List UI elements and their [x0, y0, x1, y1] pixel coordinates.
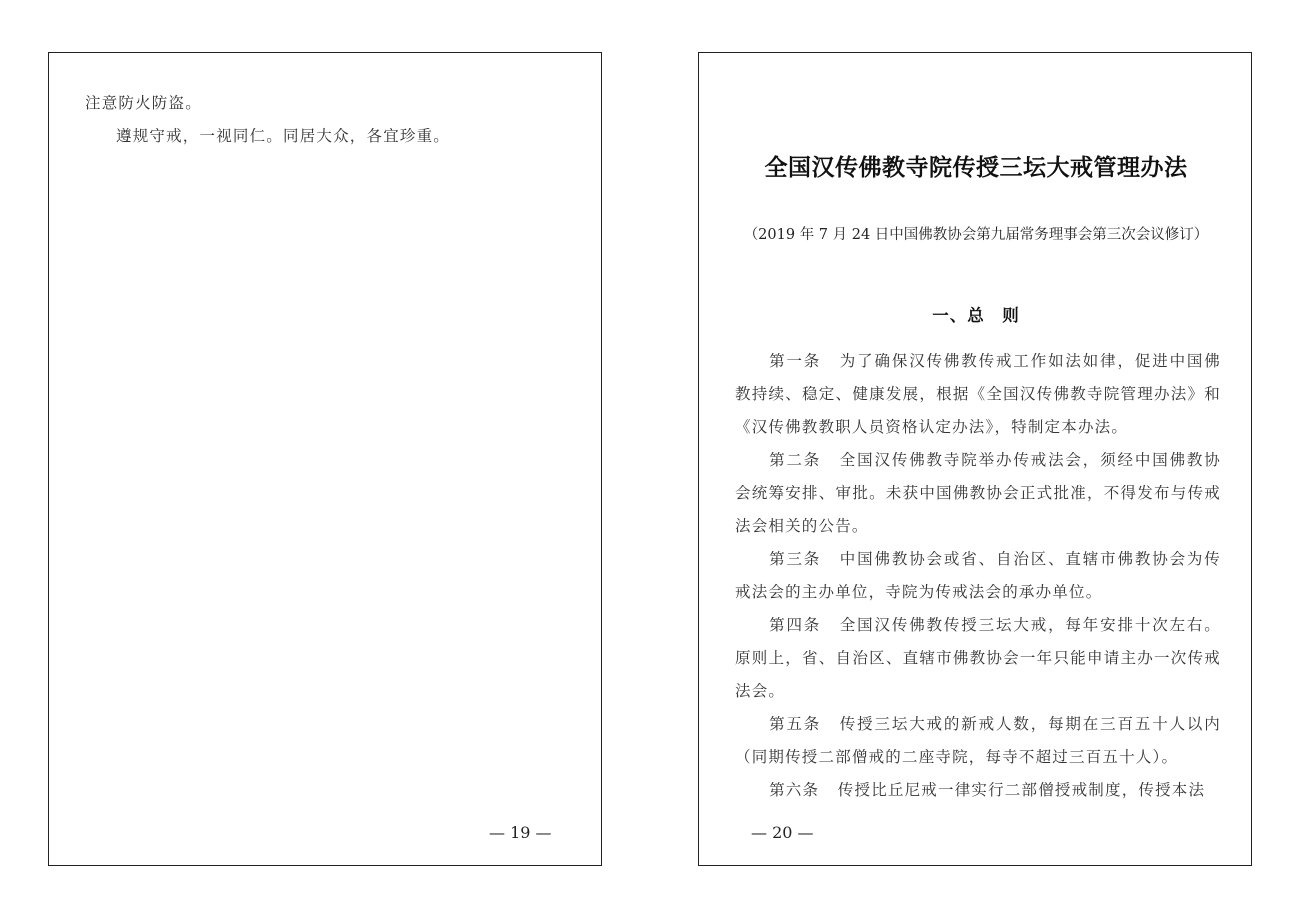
page-number: — 19 — [489, 823, 552, 842]
article-label: 第三条 [769, 550, 822, 568]
section-heading: 一、总 则 [932, 306, 1020, 325]
article-1 [735, 345, 1221, 444]
article-label: 第一条 [769, 352, 822, 370]
right-page [698, 52, 1252, 866]
document-title: 全国汉传佛教寺院传授三坛大戒管理办法 [764, 154, 1188, 181]
left-page [48, 52, 602, 866]
left-page-content [85, 87, 575, 153]
article-text: 中国佛教协会或省、自治区、直辖市佛教协会为传戒法会的主办单位，寺院为传戒法会的承办单位。 [735, 550, 1221, 601]
article-3 [735, 543, 1221, 609]
article-6 [735, 774, 1221, 801]
article-label: 第六条 [769, 781, 820, 799]
page-number: — 20 — [751, 823, 814, 842]
article-text: 全国汉传佛教寺院举办传戒法会，须经中国佛教协会统筹安排、审批。未获中国佛教协会正式批准，不得发布与传戒法会相关的公告。 [735, 451, 1221, 535]
article-label: 第四条 [769, 616, 822, 634]
article-label: 第二条 [769, 451, 822, 469]
paragraph-continuation: 注意防火防盗。 [85, 94, 202, 112]
article-text: 全国汉传佛教传授三坛大戒，每年安排十次左右。原则上，省、自治区、直辖市佛教协会一年只能申请主办一次传戒法会。 [735, 616, 1221, 700]
article-text: 传授比丘尼戒一律实行二部僧授戒制度，传授本法 [837, 781, 1206, 799]
article-text: 为了确保汉传佛教传戒工作如法如律，促进中国佛教持续、稳定、健康发展，根据《全国汉传佛教寺院管理办法》和《汉传佛教教职人员资格认定办法》，特制定本办法。 [735, 352, 1221, 436]
article-4 [735, 609, 1221, 708]
article-2 [735, 444, 1221, 543]
article-text: 传授三坛大戒的新戒人数，每期在三百五十人以内（同期传授二部僧戒的二座寺院，每寺不超过三百五十人）。 [735, 715, 1221, 766]
paragraph: 遵规守戒，一视同仁。同居大众，各宜珍重。 [116, 127, 451, 145]
article-label: 第五条 [769, 715, 822, 733]
document-subtitle: （2019 年 7 月 24 日中国佛教协会第九届常务理事会第三次会议修订） [743, 227, 1209, 243]
article-list [735, 345, 1221, 801]
article-5 [735, 708, 1221, 774]
